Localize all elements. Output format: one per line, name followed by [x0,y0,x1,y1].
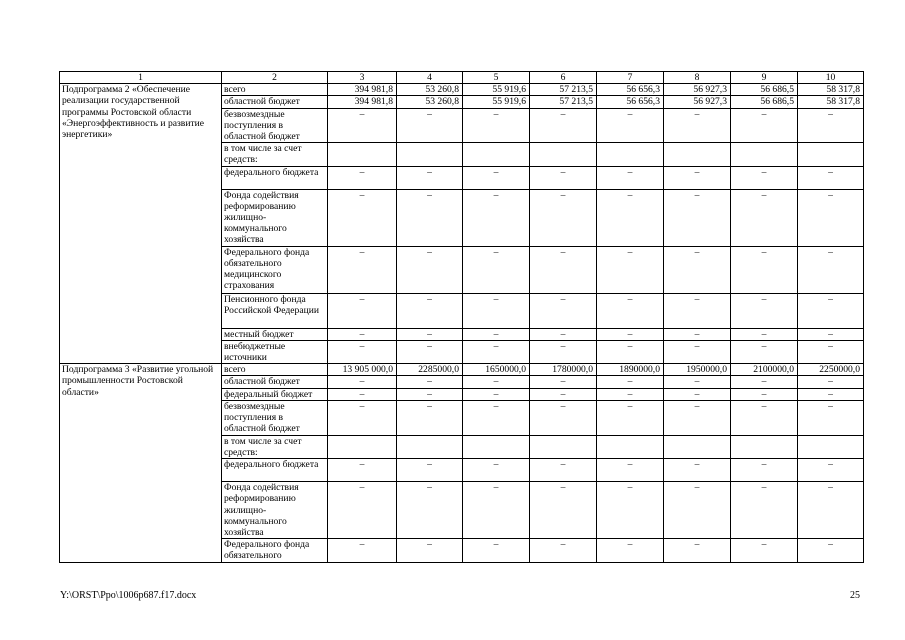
value-cell: – [597,293,664,328]
value-cell: – [798,246,864,293]
funding-source-label: всего [222,84,328,96]
value-cell: – [463,293,530,328]
value-cell [597,435,664,458]
value-cell: – [328,328,397,340]
value-cell: – [328,166,397,189]
value-cell: – [530,376,597,388]
funding-source-label: федерального бюджета [222,459,328,482]
value-cell: – [397,293,463,328]
value-cell: – [530,539,597,562]
value-cell: – [798,376,864,388]
value-cell: – [463,482,530,539]
value-cell: – [397,539,463,562]
header-cell: 10 [798,72,864,84]
value-cell: – [397,246,463,293]
value-cell: – [530,246,597,293]
value-cell: 58 317,8 [798,96,864,108]
funding-source-label: внебюджетные источники [222,340,328,363]
value-cell: – [463,328,530,340]
value-cell: 13 905 000,0 [328,364,397,376]
value-cell: – [530,388,597,400]
value-cell: 1650000,0 [463,364,530,376]
header-cell: 3 [328,72,397,84]
value-cell: 55 919,6 [463,84,530,96]
value-cell: – [731,189,798,246]
value-cell: – [328,293,397,328]
value-cell: – [597,459,664,482]
value-cell: – [530,166,597,189]
value-cell: – [463,108,530,143]
value-cell: – [530,293,597,328]
value-cell: – [397,108,463,143]
value-cell: 55 919,6 [463,96,530,108]
value-cell: – [731,293,798,328]
subprogram-name: Подпрограмма 2 «Обеспечение реализации государственной программы Ростовской области «Энергоэффективность и развитие энергетики» [60,84,222,364]
value-cell: – [731,166,798,189]
value-cell: – [530,108,597,143]
value-cell: – [664,293,731,328]
funding-source-label: федеральный бюджет [222,388,328,400]
value-cell: – [530,459,597,482]
value-cell: – [597,108,664,143]
value-cell: – [328,246,397,293]
header-cell: 8 [664,72,731,84]
subprogram-name: Подпрограмма 3 «Развитие угольной промышленности Ростовской области» [60,364,222,562]
funding-source-label: всего [222,364,328,376]
value-cell: – [798,539,864,562]
value-cell: – [463,400,530,435]
value-cell: 56 656,3 [597,84,664,96]
value-cell: – [798,189,864,246]
value-cell: – [798,400,864,435]
funding-source-label: Федерального фонда обязательного медицинского страхования [222,246,328,293]
value-cell: – [664,166,731,189]
value-cell: – [328,459,397,482]
value-cell: 2285000,0 [397,364,463,376]
value-cell: 53 260,8 [397,84,463,96]
value-cell: – [597,189,664,246]
value-cell: – [463,340,530,363]
value-cell [664,143,731,166]
value-cell: – [328,189,397,246]
value-cell: – [530,400,597,435]
value-cell: 53 260,8 [397,96,463,108]
footer-page-number: 25 [850,590,860,601]
table-row [60,364,864,376]
value-cell: – [397,340,463,363]
header-row [60,72,864,84]
footer-file-path: Y:\ORST\Ppo\1006p687.f17.docx [60,590,197,601]
value-cell: – [664,539,731,562]
value-cell [798,435,864,458]
value-cell: – [664,340,731,363]
value-cell: 58 317,8 [798,84,864,96]
value-cell: 56 686,5 [731,96,798,108]
value-cell: – [664,482,731,539]
value-cell: – [597,400,664,435]
value-cell: – [798,166,864,189]
value-cell: – [530,189,597,246]
value-cell [530,435,597,458]
value-cell: – [397,388,463,400]
funding-source-label: областной бюджет [222,96,328,108]
value-cell: – [397,189,463,246]
header-cell: 7 [597,72,664,84]
value-cell: – [328,108,397,143]
value-cell: – [397,166,463,189]
value-cell: – [397,482,463,539]
funding-source-label: безвозмездные поступления в областной бюджет [222,400,328,435]
funding-source-label: Федерального фонда обязательного [222,539,328,562]
funding-source-label: в том числе за счет средств: [222,143,328,166]
value-cell: – [664,246,731,293]
header-cell: 4 [397,72,463,84]
value-cell: 57 213,5 [530,84,597,96]
value-cell: – [463,166,530,189]
value-cell: – [597,388,664,400]
value-cell: – [463,246,530,293]
value-cell: – [328,376,397,388]
value-cell: – [664,189,731,246]
value-cell: – [798,482,864,539]
value-cell: – [664,388,731,400]
value-cell: – [731,400,798,435]
value-cell: – [731,482,798,539]
value-cell [530,143,597,166]
funding-source-label: Фонда содействия реформированию жилищно-коммунального хозяйства [222,482,328,539]
value-cell [328,435,397,458]
value-cell: – [530,482,597,539]
value-cell: – [731,340,798,363]
value-cell: 56 927,3 [664,96,731,108]
value-cell [463,143,530,166]
value-cell: 1890000,0 [597,364,664,376]
header-cell: 5 [463,72,530,84]
budget-table [59,71,864,563]
value-cell: – [328,388,397,400]
value-cell: – [798,388,864,400]
value-cell [798,143,864,166]
funding-source-label: Пенсионного фонда Российской Федерации [222,293,328,328]
value-cell: – [597,539,664,562]
value-cell: – [397,459,463,482]
value-cell [463,435,530,458]
value-cell: 56 686,5 [731,84,798,96]
value-cell: – [597,166,664,189]
value-cell: – [530,328,597,340]
value-cell: – [798,340,864,363]
value-cell: – [463,189,530,246]
value-cell: – [328,400,397,435]
value-cell [664,435,731,458]
value-cell: – [397,328,463,340]
value-cell: – [597,328,664,340]
value-cell: – [664,459,731,482]
value-cell: – [798,108,864,143]
header-cell: 2 [222,72,328,84]
value-cell: – [664,400,731,435]
value-cell: – [328,482,397,539]
value-cell [731,143,798,166]
funding-source-label: безвозмездные поступления в областной бюджет [222,108,328,143]
value-cell [597,143,664,166]
value-cell: – [597,482,664,539]
value-cell: – [798,459,864,482]
value-cell: 57 213,5 [530,96,597,108]
value-cell: – [731,328,798,340]
value-cell: – [731,459,798,482]
value-cell: – [463,376,530,388]
header-cell: 9 [731,72,798,84]
value-cell: – [530,340,597,363]
value-cell: 56 656,3 [597,96,664,108]
value-cell: 2100000,0 [731,364,798,376]
funding-source-label: федерального бюджета [222,166,328,189]
value-cell: – [463,539,530,562]
value-cell: – [328,340,397,363]
table-row [60,84,864,96]
value-cell: – [597,376,664,388]
funding-source-label: местный бюджет [222,328,328,340]
value-cell: – [463,459,530,482]
value-cell: – [664,376,731,388]
value-cell: – [664,108,731,143]
value-cell: – [597,340,664,363]
value-cell: – [731,539,798,562]
value-cell: – [397,400,463,435]
value-cell: – [397,376,463,388]
value-cell: – [798,293,864,328]
value-cell: 1780000,0 [530,364,597,376]
value-cell [328,143,397,166]
funding-source-label: Фонда содействия реформированию жилищно-коммунального хозяйства [222,189,328,246]
value-cell: – [731,108,798,143]
funding-source-label: областной бюджет [222,376,328,388]
funding-source-label: в том числе за счет средств: [222,435,328,458]
value-cell: 394 981,8 [328,96,397,108]
value-cell: – [597,246,664,293]
value-cell: – [798,328,864,340]
value-cell: – [731,388,798,400]
value-cell: – [731,246,798,293]
value-cell: – [664,328,731,340]
value-cell [731,435,798,458]
value-cell: 1950000,0 [664,364,731,376]
header-cell: 6 [530,72,597,84]
value-cell: 394 981,8 [328,84,397,96]
value-cell: – [328,539,397,562]
value-cell: – [463,388,530,400]
value-cell: 56 927,3 [664,84,731,96]
value-cell: 2250000,0 [798,364,864,376]
value-cell: – [731,376,798,388]
value-cell [397,435,463,458]
header-cell: 1 [60,72,222,84]
value-cell [397,143,463,166]
